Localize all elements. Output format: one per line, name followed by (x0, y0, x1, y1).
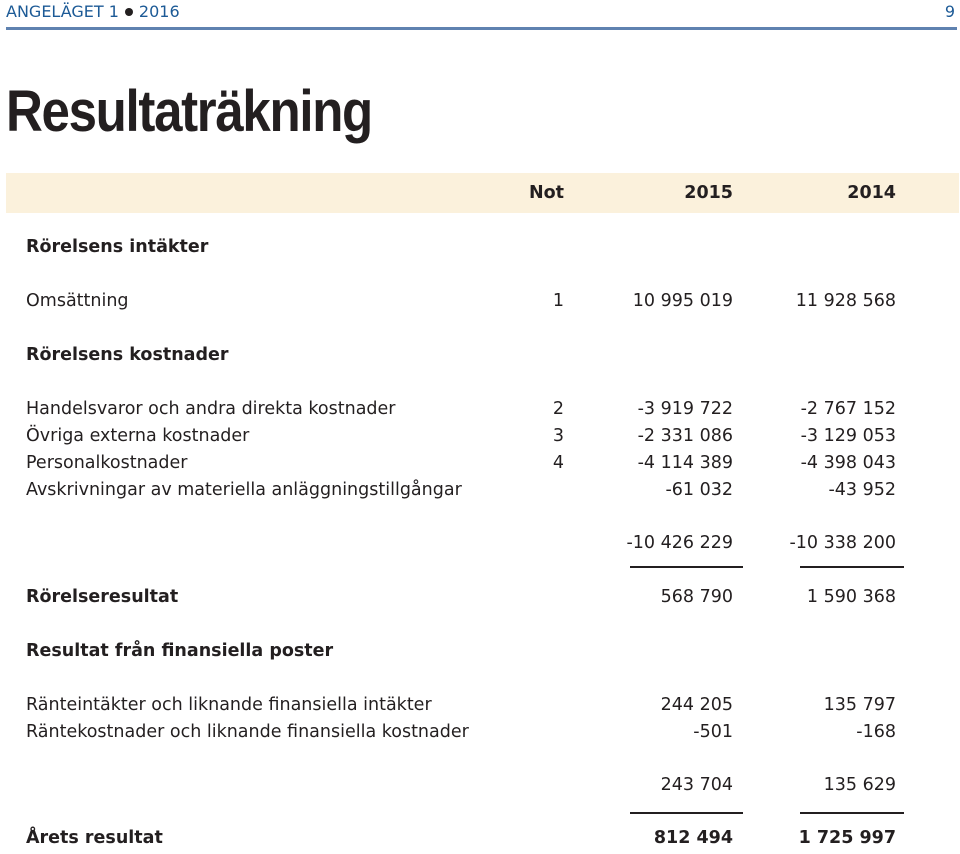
table-row (0, 722, 960, 748)
section-heading (0, 345, 960, 371)
row-value-2014: 1 725 997 (798, 828, 896, 848)
row-note: 2 (552, 399, 564, 419)
row-value-2015: 812 494 (653, 828, 733, 848)
table-row (0, 291, 960, 317)
row-value-2015: -501 (693, 722, 733, 742)
row-value-2015: -4 114 389 (637, 453, 733, 473)
publication-name: ANGELÄGET 1 (6, 2, 119, 21)
row-value-2015: -10 426 229 (626, 533, 733, 553)
total-row (0, 587, 960, 613)
page-number: 9 (944, 2, 955, 21)
row-label: Handelsvaror och andra direkta kostnader (26, 399, 396, 419)
row-value-2015: -61 032 (665, 480, 733, 500)
row-value-2015: 568 790 (660, 587, 733, 607)
row-value-2014: -4 398 043 (800, 453, 896, 473)
column-header-row (0, 183, 960, 209)
section-heading (0, 641, 960, 667)
running-header-title (6, 2, 180, 21)
row-value-2015: 244 205 (660, 695, 733, 715)
row-value-2014: -43 952 (828, 480, 896, 500)
row-value-2014: 135 629 (823, 775, 896, 795)
table-row (0, 695, 960, 721)
row-value-2014: 135 797 (823, 695, 896, 715)
row-value-2014: -10 338 200 (789, 533, 896, 553)
table-row (0, 480, 960, 506)
sum-rule (630, 812, 743, 814)
year-2014-column-header: 2014 (847, 183, 896, 203)
row-label: Rörelseresultat (26, 587, 179, 607)
running-header (6, 0, 957, 30)
row-value-2014: 1 590 368 (806, 587, 896, 607)
row-note: 4 (552, 453, 564, 473)
table-row (0, 426, 960, 452)
publication-year: 2016 (138, 2, 180, 21)
sum-rule (800, 812, 904, 814)
row-value-2015: -3 919 722 (637, 399, 733, 419)
row-value-2015: 10 995 019 (632, 291, 733, 311)
row-label: Övriga externa kostnader (26, 426, 250, 446)
sum-rule (800, 566, 904, 568)
row-value-2014: -3 129 053 (800, 426, 896, 446)
row-label: Årets resultat (26, 828, 163, 848)
page-title: Resultaträkning (6, 79, 372, 144)
section-heading (0, 237, 960, 263)
net-result-row (0, 828, 960, 854)
table-row (0, 399, 960, 425)
bullet-dot-icon (125, 8, 133, 16)
section-heading-label: Rörelsens kostnader (26, 345, 229, 365)
section-heading-label: Rörelsens intäkter (26, 237, 209, 257)
subtotal-row (0, 775, 960, 801)
row-value-2015: 243 704 (660, 775, 733, 795)
row-value-2014: -168 (856, 722, 896, 742)
row-value-2014: 11 928 568 (795, 291, 896, 311)
row-label: Omsättning (26, 291, 129, 311)
row-value-2014: -2 767 152 (800, 399, 896, 419)
year-2015-column-header: 2015 (684, 183, 733, 203)
subtotal-row (0, 533, 960, 559)
note-column-header: Not (528, 183, 564, 203)
sum-rule (630, 566, 743, 568)
row-label: Avskrivningar av materiella anläggningstillgångar (26, 480, 462, 500)
table-row (0, 453, 960, 479)
row-label: Räntekostnader och liknande finansiella kostnader (26, 722, 469, 742)
section-heading-label: Resultat från finansiella poster (26, 641, 334, 661)
row-note: 1 (552, 291, 564, 311)
row-note: 3 (552, 426, 564, 446)
row-value-2015: -2 331 086 (637, 426, 733, 446)
row-label: Personalkostnader (26, 453, 188, 473)
row-label: Ränteintäkter och liknande finansiella intäkter (26, 695, 432, 715)
